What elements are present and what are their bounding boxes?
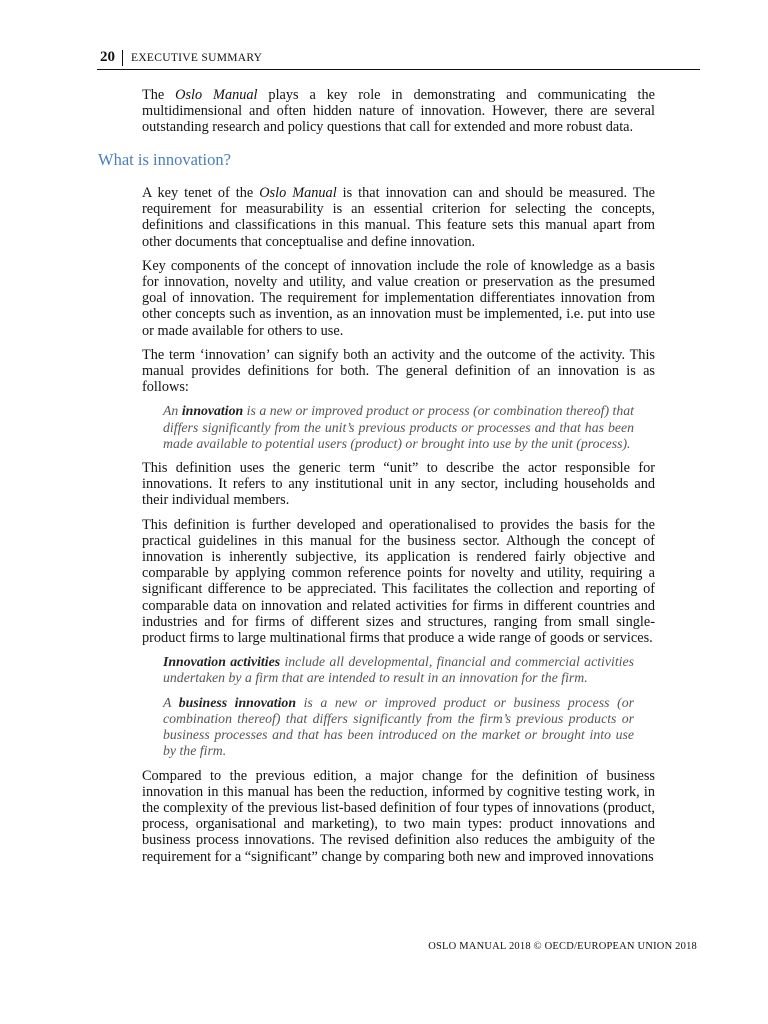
definition-innovation [163,403,634,452]
running-head: EXECUTIVE SUMMARY [131,52,263,64]
definition-term: business innovation [178,694,296,710]
intro-paragraph [142,87,655,136]
page-number: 20 [100,49,115,65]
paragraph-unit: This definition uses the generic term “unit” to describe the actor responsible for innovations. It refers to any institutional unit in any sector, including households and their individual members. [142,460,655,509]
page-header [97,49,700,70]
intro-block [142,87,655,144]
definition-term: innovation [181,403,244,419]
main-body [142,185,655,873]
definition-business-innovation [163,695,634,760]
page-footer: OSLO MANUAL 2018 © OECD/EUROPEAN UNION 2018 [428,941,697,952]
paragraph-key-components: Key components of the concept of innovation include the role of knowledge as a basis for innovation, novelty and utility, and value creation or preservation as the presumed goal of innovation. The requirement for implementation differentiates innovation from other concepts such as invention, as an innovation must be implemented, i.e. put into use or made available for others to use. [142,257,655,339]
intro-text-start: The [142,87,176,103]
paragraph-previous-edition: Compared to the previous edition, a major change for the definition of business innovation in this manual has been the reduction, informed by cognitive testing work, in the complexity of the previous list-based definition of four types of innovations (product, process, organisational and marketing), to two main types: product innovations and business process innovations. The revised definition also reduces the ambiguity of the requirement for a “significant” change by comparing both new and improved innovations [142,767,655,865]
definition-term: Innovation activities [163,654,281,670]
definition-text: is a new or improved product or process (or combination thereof) that differs significantly from the unit’s previous products or processes and that has been made available to potential users (product) or brought into use by the unit (process). [163,403,634,451]
oslo-manual-title: Oslo Manual [259,185,337,201]
definition-text: include all developmental, financial and commercial activities undertaken by a firm that are intended to result in an innovation for the firm. [163,654,634,686]
paragraph-text-start: A key tenet of the [142,185,260,201]
oslo-manual-title: Oslo Manual [175,87,258,103]
paragraph-measurement [142,185,655,250]
section-heading: What is innovation? [98,150,231,169]
paragraph-text-end: is that innovation can and should be measured. The requirement for measurability is an essential criterion for selecting the concepts, definitions and classifications in this manual. This feature sets this manual apart from other documents that conceptualise and define innovation. [142,185,656,250]
definition-innovation-activities [163,654,634,686]
intro-text-end: plays a key role in demonstrating and communicating the multidimensional and often hidden nature of innovation. However, there are several outstanding research and policy questions that call for extended and more robust data. [142,87,655,136]
paragraph-operationalised: This definition is further developed and operationalised to provides the basis for the practical guidelines in this manual for the business sector. Although the concept of innovation is inherently subjective, its application is rendered fairly objective and comparable by applying common reference points for novelty and utility, requiring a significant difference to be appreciated. This facilitates the collection and reporting of comparable data on innovation and related activities for firms in different countries and industries and for firms of different sizes and structures, ranging from small single-product firms to large multinational firms that produce a wide range of goods or services. [142,516,655,647]
definition-lead: A [163,694,179,710]
definition-text: is a new or improved product or business process (or combination thereof) that differs significantly from the firm’s previous products or business processes and that has been introduced on the market or brought into use by the firm. [163,694,634,759]
header-separator [122,50,123,66]
paragraph-term-innovation: The term ‘innovation’ can signify both an activity and the outcome of the activity. This manual provides definitions for both. The general definition of an innovation is as follows: [142,346,655,396]
definition-lead: An [163,403,182,419]
